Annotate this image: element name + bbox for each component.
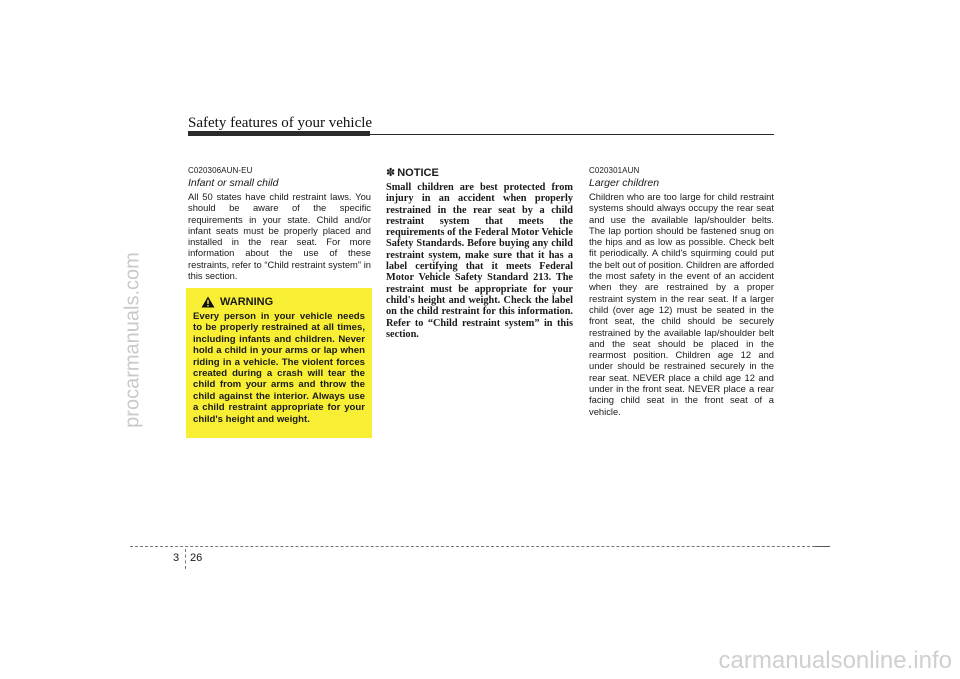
section-subhead: Infant or small child [188, 177, 279, 189]
section-code: C020301AUN [589, 166, 640, 175]
notice-mark-icon: ✽ [386, 167, 396, 179]
column-infant-child [188, 166, 371, 281]
warning-triangle-icon [201, 296, 215, 308]
section-body: Children who are too large for child restraint systems should always occupy the rear seat and use the available lap/shoulder belts. The lap portion should be fastened snug on the hips and as low as possible. Check belt fit periodically. A child's squirming could put the belt out of position. Children are afforded the most safety in the event of an accident when they are restrained by a proper restraint system in the rear seat. If a larger child (over age 12) must be seated in the front seat, the child should be securely restrained by the available lap/shoulder belt and the seat should be placed in the rearmost position. Children age 12 and under should be restrained securely in the rear seat. NEVER place a child age 12 and under in the front seat. NEVER place a rear facing child seat in the front seat of a vehicle. [589, 191, 774, 417]
watermark-bottom: carmanualsonline.info [718, 647, 952, 674]
warning-heading [193, 296, 365, 308]
section-body: All 50 states have child restraint laws. You should be aware of the specific requirements in your state. Child and/or infant seats must be properly placed and installed in the rear seat. For more information about the use of these restraints, refer to “Child restraint system” in this section. [188, 191, 371, 282]
footer-section-number: 3 [173, 552, 180, 564]
footer-divider [185, 549, 186, 569]
notice-label: NOTICE [397, 167, 439, 179]
watermark-left: procarmanuals.com [121, 252, 144, 428]
header-rule-thick [188, 131, 370, 136]
section-subhead: Larger children [589, 177, 660, 189]
notice-text: Small children are best protected from injury in an accident when properly restrained in the rear seat by a child restraint system that meets the requirements of the Federal Motor Vehicle Safety Standards. Before buying any child restraint system, make sure that it has a label certifying that it meets Federal Motor Vehicle Safety Standard 213. The restraint must be appropriate for your child's height and weight. Check the label on the child restraint for this information. Refer to “Child restraint system” in this section. [386, 182, 573, 340]
warning-text: Every person in your vehicle needs to be properly restrained at all times, including infants and children. Never hold a child in your arms or lap when riding in a vehicle. The violent forces created during a crash will tear the child from your arms and throw the child against the interior. Always use a child restraint appropriate for your child's height and weight. [193, 311, 365, 425]
notice-heading [386, 166, 573, 179]
warning-box [186, 288, 372, 438]
warning-label: WARNING [220, 296, 274, 308]
column-notice [386, 166, 573, 340]
page-header-title: Safety features of your vehicle [188, 115, 373, 131]
footer-page-number: 26 [190, 552, 203, 564]
footer-rule [130, 546, 830, 547]
section-code: C020306AUN-EU [188, 166, 253, 175]
header-rule-thin [370, 134, 774, 135]
footer-rule-end [815, 546, 830, 547]
column-larger-children [589, 166, 774, 417]
